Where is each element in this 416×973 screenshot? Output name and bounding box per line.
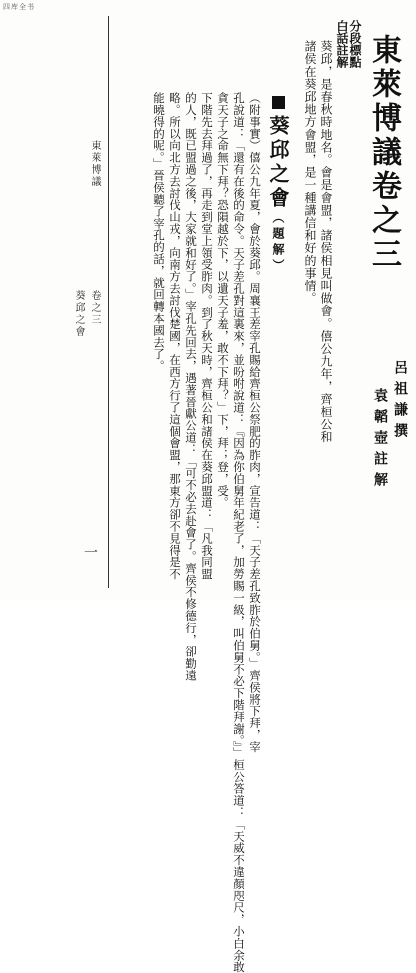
section-title: 葵邱之會 [266,115,290,211]
author-2-name: 袁韜壺 [372,388,388,451]
author-1-name: 呂祖謙 [392,360,408,423]
margin-page-number: 一 [82,545,98,561]
note-line-4: 下階先去拜過了，再走到堂上領受胙肉。到了秋天時，齊桓公和諸侯在葵邱盟道：「凡我同盟 [200,92,214,580]
margin-book-title: 東萊博議 [89,140,100,188]
library-stamp: 四库全书 [3,3,35,11]
margin-volume: 卷之三 [89,290,100,326]
section-heading [266,96,290,275]
section-bullet-icon [272,96,285,109]
margin-chapter: 葵邱之會 [73,290,84,338]
author-1-role: 撰 [392,423,408,444]
section-tag: （題解） [271,211,285,275]
note-line-2: 孔說道：「還有在後的命令。天子差孔對這裏來，並吩咐說道：『因為你伯舅年紀老了，加勞賜一級，叫伯舅不必下階拜謝。』」桓公答道：「天威不違顏咫尺，小白余敢 [232,92,246,973]
note-line-1: （附事實）僖公九年夏，會於葵邱。周襄王差宰孔賜給齊桓公祭肥的胙肉，宣告道：「天子差孔致胙於伯舅。」齊侯將下拜，宰 [248,92,262,753]
author-1 [391,360,409,444]
title-annotation-2: 白話註解 [335,20,349,68]
note-line-6: 略。所以向北方去討伐山戎，向南方去討伐楚國，在西方行了這個會盟，那東方卻不見得是不 [168,92,182,580]
intro-line-2: 諸侯在葵邱地方會盟，是一種講信和好的事情。 [303,40,317,305]
title-annotation-1: 分段標點 [348,20,362,68]
author-2 [371,388,389,493]
book-title: 東萊博議卷之三 [366,34,401,272]
margin-rule [108,16,109,588]
intro-line-1: 葵邱，是春秋時地名。會是會盟，諸侯相見叫做會。僖公九年，齊桓公和 [319,40,333,444]
note-line-5: 的人，既已盟過之後，大家就和好了。」宰孔先回去，遇著晉獻公道：「可不必去赴會了。齊侯不修德行，卻勤遠 [184,92,198,682]
author-2-role: 註解 [372,451,388,493]
note-line-3: 貪天子之命無下拜？恐隕越於下，以遺天子羞，敢不下拜？」下，拜；登，受。 [216,92,230,509]
note-line-7: 能曉得的呢。」晉侯聽了宰孔的話，就回轉本國去了。 [152,92,166,372]
